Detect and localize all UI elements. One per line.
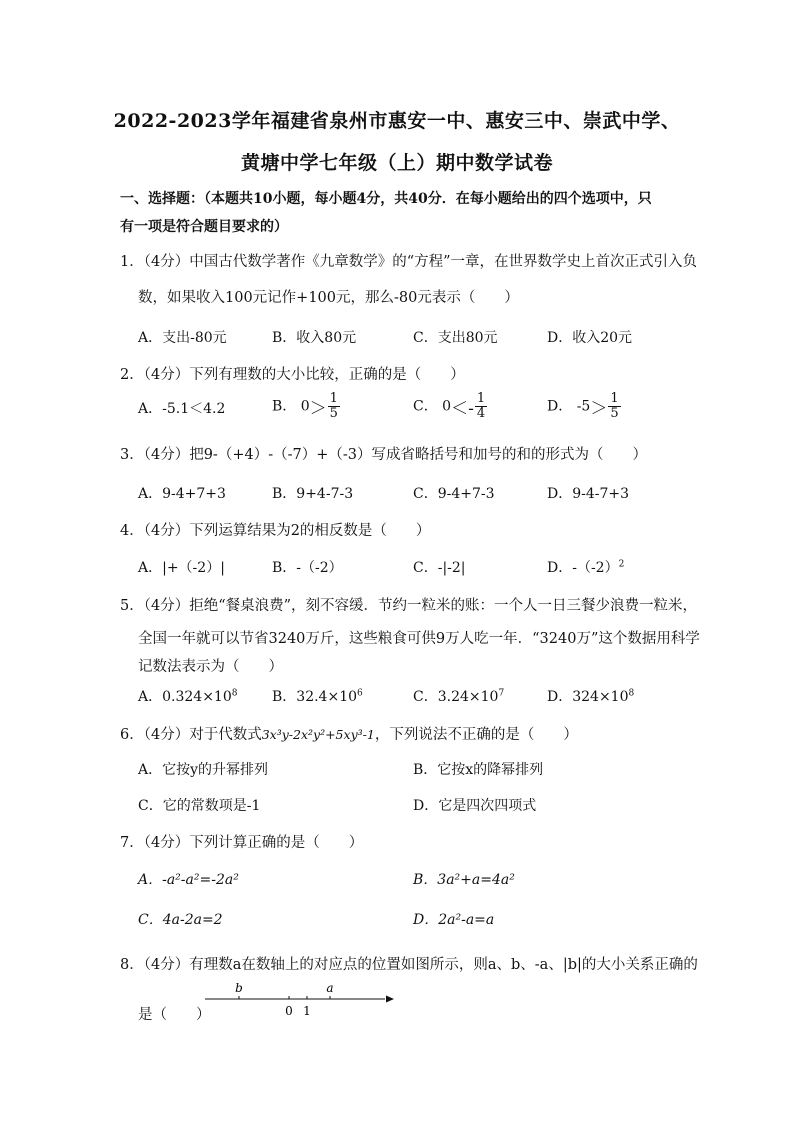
q6-option-d: D．它是四次四项式 xyxy=(413,798,537,814)
q7-option-d: D．2a²-a=a xyxy=(413,912,495,928)
q2-d-fraction: $\frac{1}{5}$ xyxy=(610,391,619,421)
q2-option-d: D． -5＞ $\frac{1}{5}$ xyxy=(547,391,619,421)
section-heading-line2: 有一项是符合题目要求的） xyxy=(120,219,288,235)
q4-option-a: A．|+（-2）| xyxy=(138,560,225,576)
q1-option-b: B．收入80元 xyxy=(272,330,357,346)
q5-option-b: B．$32.4\times 10^6$ xyxy=(272,688,363,705)
q1-option-d: D．收入20元 xyxy=(547,330,633,346)
q2-option-b: B． 0＞ $\frac{1}{5}$ xyxy=(272,391,338,421)
q3-option-c: C．9-4+7-3 xyxy=(413,486,495,502)
q6-option-c: C．它的常数项是-1 xyxy=(138,798,261,814)
q6-expression: 3x³y-2x²y²+5xy³-1 xyxy=(261,727,375,742)
q3-stem: 3．（4分）把9-（+4）-（-7）+（-3）写成省略括号和加号的和的形式为（ ） xyxy=(120,447,647,463)
q3-option-a: A．9-4+7+3 xyxy=(138,486,226,502)
section-heading-line1: 一、选择题：（本题共10小题，每小题4分，共40分．在每小题给出的四个选项中，只 xyxy=(120,191,652,207)
label-a: a xyxy=(326,981,334,995)
q2-option-a: A．-5.1＜4.2 xyxy=(138,401,226,417)
number-line-figure xyxy=(200,978,400,1022)
q2-b-fraction: $\frac{1}{5}$ xyxy=(329,391,338,421)
q4-option-c: C．-|-2| xyxy=(413,560,466,576)
q4-stem: 4．（4分）下列运算结果为2的相反数是（ ） xyxy=(120,523,431,539)
q4-option-d: D．$-(-2)^2$ xyxy=(547,559,625,576)
q2-c-fraction: $\frac{1}{4}$ xyxy=(476,391,486,421)
q7-option-a: A．-a²-a²=-2a² xyxy=(138,872,239,888)
label-zero: 0 xyxy=(285,1004,293,1018)
q5-option-c: C．$3.24\times 10^7$ xyxy=(413,688,505,705)
q8-stem-line2: 是（ ） xyxy=(138,1007,211,1023)
label-one: 1 xyxy=(303,1004,311,1018)
q1-option-c: C．支出80元 xyxy=(413,330,498,346)
exam-title-line2: 黄塘中学七年级（上）期中数学试卷 xyxy=(240,152,553,174)
label-b: b xyxy=(235,981,243,995)
q1-stem-line2: 数，如果收入100元记作+100元，那么-80元表示（ ） xyxy=(138,290,519,306)
q4-option-b: B．-（-2） xyxy=(272,560,343,576)
q7-stem: 7．（4分）下列计算正确的是（ ） xyxy=(120,835,364,851)
q6-option-a: A．它按y的升幂排列 xyxy=(138,762,269,778)
q5-stem-line2: 全国一年就可以节省3240万斤，这些粮食可供9万人吃一年．“3240万”这个数据用科学 xyxy=(138,631,700,647)
q5-stem-line3: 记数法表示为（ ） xyxy=(138,659,283,675)
q5-option-d: D．$324\times 10^8$ xyxy=(547,688,635,705)
q2-stem: 2．（4分）下列有理数的大小比较，正确的是（ ） xyxy=(120,367,465,383)
q6-stem: 6．（4分）对于代数式3x³y-2x²y²+5xy³-1，下列说法不正确的是（ ） xyxy=(120,727,578,743)
q2-option-c: C． 0＜- $\frac{1}{4}$ xyxy=(413,391,486,421)
q3-option-d: D．9-4-7+3 xyxy=(547,486,630,502)
q6-option-b: B．它按x的降幂排列 xyxy=(413,762,544,778)
q8-stem-line1: 8．（4分）有理数a在数轴上的对应点的位置如图所示，则a、b、-a、|b|的大小关系正确的 xyxy=(120,957,698,973)
q5-option-a: A．$0.324\times 10^8$ xyxy=(138,688,238,705)
q1-option-a: A．支出-80元 xyxy=(138,330,227,346)
number-line-arrow-icon xyxy=(386,996,394,1003)
q3-option-b: B．9+4-7-3 xyxy=(272,486,354,502)
q1-stem-line1: 1．（4分）中国古代数学著作《九章数学》的“方程”一章，在世界数学史上首次正式引入负 xyxy=(120,254,698,270)
q5-stem-line1: 5．（4分）拒绝“餐桌浪费”，刻不容缓．节约一粒米的账：一个人一日三餐少浪费一粒米， xyxy=(120,598,698,614)
q7-option-c: C．4a-2a=2 xyxy=(138,912,223,928)
exam-title-line1: 2022-2023学年福建省泉州市惠安一中、惠安三中、崇武中学、 xyxy=(113,110,681,132)
q7-option-b: B．3a²+a=4a² xyxy=(413,872,515,888)
